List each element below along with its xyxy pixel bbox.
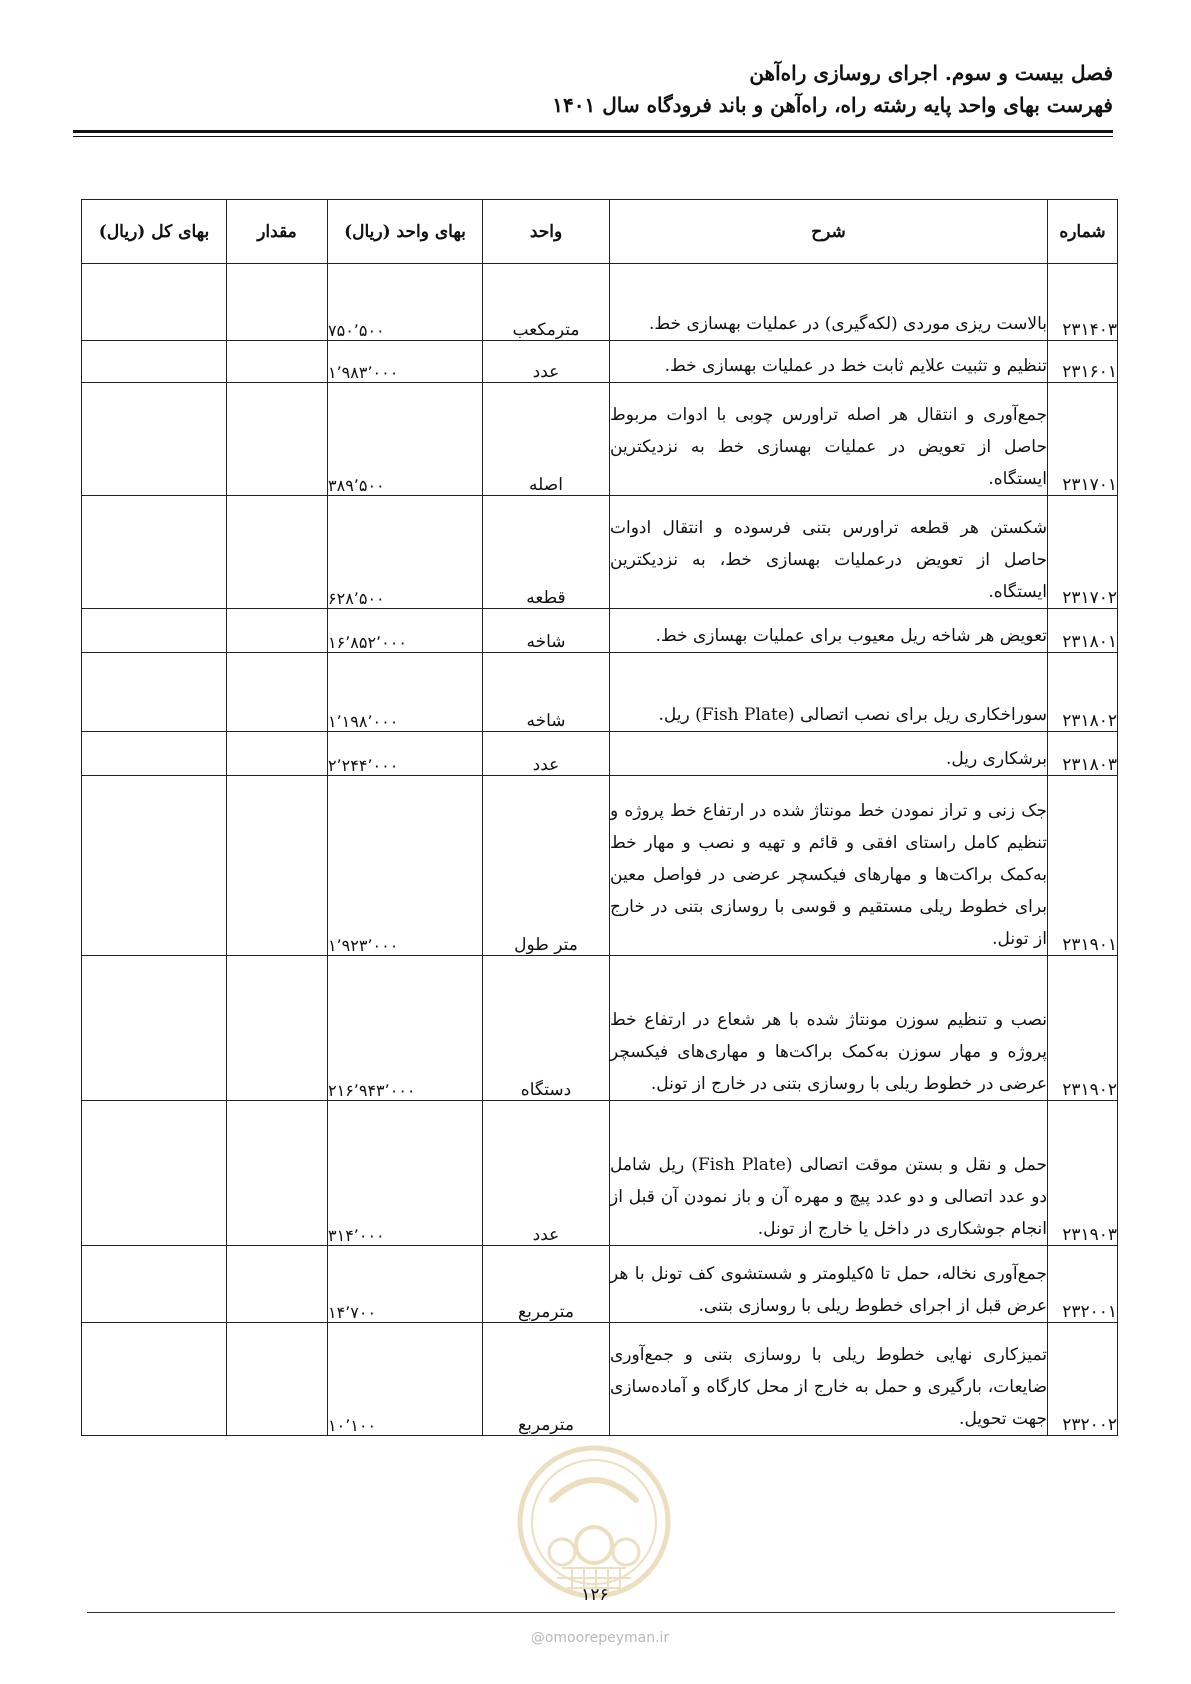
table-row xyxy=(82,1246,1118,1323)
item-total xyxy=(82,264,227,341)
page-header xyxy=(78,58,1113,122)
item-quantity xyxy=(227,653,328,732)
item-code: ۲۳۲۰۰۱ xyxy=(1048,1246,1118,1323)
table-row xyxy=(82,653,1118,732)
website-watermark: @omoorepeyman.ir xyxy=(530,1630,670,1646)
item-total xyxy=(82,341,227,383)
table-row xyxy=(82,264,1118,341)
item-unit: متر طول xyxy=(483,776,610,956)
item-total xyxy=(82,732,227,776)
item-unit-price: ۱٬۱۹۸٬۰۰۰ xyxy=(328,653,483,732)
item-unit: شاخه xyxy=(483,653,610,732)
item-unit: عدد xyxy=(483,341,610,383)
item-unit-price: ۲٬۲۴۴٬۰۰۰ xyxy=(328,732,483,776)
column-header-unit-price: بهای واحد (ریال) xyxy=(328,200,483,264)
item-quantity xyxy=(227,1246,328,1323)
item-description: شکستن هر قطعه تراورس بتنی فرسوده و انتقال ادوات حاصل از تعویض درعملیات بهسازی خط، به نزدیکترین ایستگاه. xyxy=(610,496,1048,609)
item-description: بالاست ریزی موردی (لکه‌گیری) در عملیات بهسازی خط. xyxy=(610,264,1048,341)
item-code: ۲۳۱۹۰۳ xyxy=(1048,1101,1118,1246)
item-total xyxy=(82,776,227,956)
item-code: ۲۳۲۰۰۲ xyxy=(1048,1323,1118,1436)
item-code: ۲۳۱۶۰۱ xyxy=(1048,341,1118,383)
table-header-row xyxy=(82,200,1118,264)
table-row xyxy=(82,732,1118,776)
item-unit-price: ۱۰٬۱۰۰ xyxy=(328,1323,483,1436)
item-quantity xyxy=(227,609,328,653)
column-header-quantity: مقدار xyxy=(227,200,328,264)
item-total xyxy=(82,653,227,732)
price-list-title: فهرست بهای واحد پایه رشته راه، راه‌آهن و باند فرودگاه سال ۱۴۰۱ xyxy=(552,93,1113,117)
column-header-code: شماره xyxy=(1048,200,1118,264)
item-code: ۲۳۱۹۰۱ xyxy=(1048,776,1118,956)
item-description: حمل و نقل و بستن موقت اتصالی (Fish Plate) ریل شامل دو عدد اتصالی و دو عدد پیچ و مهره آن و باز نمودن آن قبل از انجام جوشکاری در داخل یا خارج از تونل. xyxy=(610,1101,1048,1246)
item-quantity xyxy=(227,341,328,383)
table-row xyxy=(82,776,1118,956)
item-code: ۲۳۱۴۰۳ xyxy=(1048,264,1118,341)
price-table xyxy=(81,199,1118,1436)
item-description: جمع‌آوری و انتقال هر اصله تراورس چوبی با ادوات مربوط حاصل از تعویض در عملیات بهسازی خط به نزدیکترین ایستگاه. xyxy=(610,383,1048,496)
item-unit-price: ۲۱۶٬۹۴۳٬۰۰۰ xyxy=(328,956,483,1101)
item-unit: قطعه xyxy=(483,496,610,609)
column-header-total: بهای کل (ریال) xyxy=(82,200,227,264)
table-row xyxy=(82,383,1118,496)
table-row xyxy=(82,609,1118,653)
item-unit: دستگاه xyxy=(483,956,610,1101)
item-unit-price: ۱۴٬۷۰۰ xyxy=(328,1246,483,1323)
item-unit-price: ۳۸۹٬۵۰۰ xyxy=(328,383,483,496)
item-code: ۲۳۱۸۰۲ xyxy=(1048,653,1118,732)
item-unit-price: ۶۲۸٬۵۰۰ xyxy=(328,496,483,609)
item-unit-price: ۷۵۰٬۵۰۰ xyxy=(328,264,483,341)
item-code: ۲۳۱۹۰۲ xyxy=(1048,956,1118,1101)
table-row xyxy=(82,1323,1118,1436)
item-code: ۲۳۱۷۰۲ xyxy=(1048,496,1118,609)
item-description: تمیزکاری نهایی خطوط ریلی با روسازی بتنی و جمع‌آوری ضایعات، بارگیری و حمل به خارج از محل کارگاه و آماده‌سازی جهت تحویل. xyxy=(610,1323,1048,1436)
item-description: جک زنی و تراز نمودن خط مونتاژ شده در ارتفاع خط پروژه و تنظیم کامل راستای افقی و قائم و تهیه و نصب و مهار خط به‌کمک براکت‌ها و مهارهای فیکسچر عرضی در فواصل معین برای خطوط ریلی مستقیم و قوسی با روسازی بتنی در خارج از تونل. xyxy=(610,776,1048,956)
page-number: ۱۲۶ xyxy=(581,1585,609,1605)
item-unit-price: ۱٬۹۸۳٬۰۰۰ xyxy=(328,341,483,383)
item-description: برشکاری ریل. xyxy=(610,732,1048,776)
item-unit-price: ۱٬۹۲۳٬۰۰۰ xyxy=(328,776,483,956)
item-unit: عدد xyxy=(483,732,610,776)
item-quantity xyxy=(227,956,328,1101)
chapter-title: فصل بیست و سوم. اجرای روسازی راه‌آهن xyxy=(749,61,1113,85)
item-description: نصب و تنظیم سوزن مونتاژ شده با هر شعاع در ارتفاع خط پروژه و مهار سوزن به‌کمک براکت‌ها و مهاری‌های فیکسچر عرضی در خطوط ریلی با روسازی بتنی در خارج از تونل. xyxy=(610,956,1048,1101)
item-quantity xyxy=(227,1101,328,1246)
table-row xyxy=(82,496,1118,609)
header-rule-thick xyxy=(73,130,1113,133)
table-row xyxy=(82,1101,1118,1246)
header-rule-thin xyxy=(73,136,1113,137)
item-unit: مترمربع xyxy=(483,1323,610,1436)
item-unit-price: ۱۶٬۸۵۲٬۰۰۰ xyxy=(328,609,483,653)
column-header-unit: واحد xyxy=(483,200,610,264)
item-description: تنظیم و تثبیت علایم ثابت خط در عملیات بهسازی خط. xyxy=(610,341,1048,383)
item-unit: مترمکعب xyxy=(483,264,610,341)
table-row xyxy=(82,956,1118,1101)
item-total xyxy=(82,383,227,496)
item-quantity xyxy=(227,383,328,496)
item-quantity xyxy=(227,264,328,341)
item-quantity xyxy=(227,776,328,956)
item-total xyxy=(82,609,227,653)
item-quantity xyxy=(227,1323,328,1436)
table-row xyxy=(82,341,1118,383)
item-description: تعویض هر شاخه ریل معیوب برای عملیات بهسازی خط. xyxy=(610,609,1048,653)
item-unit-price: ۳۱۴٬۰۰۰ xyxy=(328,1101,483,1246)
item-description: جمع‌آوری نخاله، حمل تا ۵کیلومتر و شستشوی کف تونل با هر عرض قبل از اجرای خطوط ریلی با روسازی بتنی. xyxy=(610,1246,1048,1323)
item-code: ۲۳۱۸۰۳ xyxy=(1048,732,1118,776)
item-code: ۲۳۱۸۰۱ xyxy=(1048,609,1118,653)
item-description: سوراخکاری ریل برای نصب اتصالی (Fish Plate) ریل. xyxy=(610,653,1048,732)
item-total xyxy=(82,956,227,1101)
item-quantity xyxy=(227,496,328,609)
item-unit: مترمربع xyxy=(483,1246,610,1323)
item-total xyxy=(82,1101,227,1246)
item-unit: اصله xyxy=(483,383,610,496)
item-quantity xyxy=(227,732,328,776)
column-header-description: شرح xyxy=(610,200,1048,264)
item-unit: شاخه xyxy=(483,609,610,653)
item-total xyxy=(82,496,227,609)
item-unit: عدد xyxy=(483,1101,610,1246)
footer-rule xyxy=(87,1612,1115,1613)
item-total xyxy=(82,1246,227,1323)
item-total xyxy=(82,1323,227,1436)
item-code: ۲۳۱۷۰۱ xyxy=(1048,383,1118,496)
